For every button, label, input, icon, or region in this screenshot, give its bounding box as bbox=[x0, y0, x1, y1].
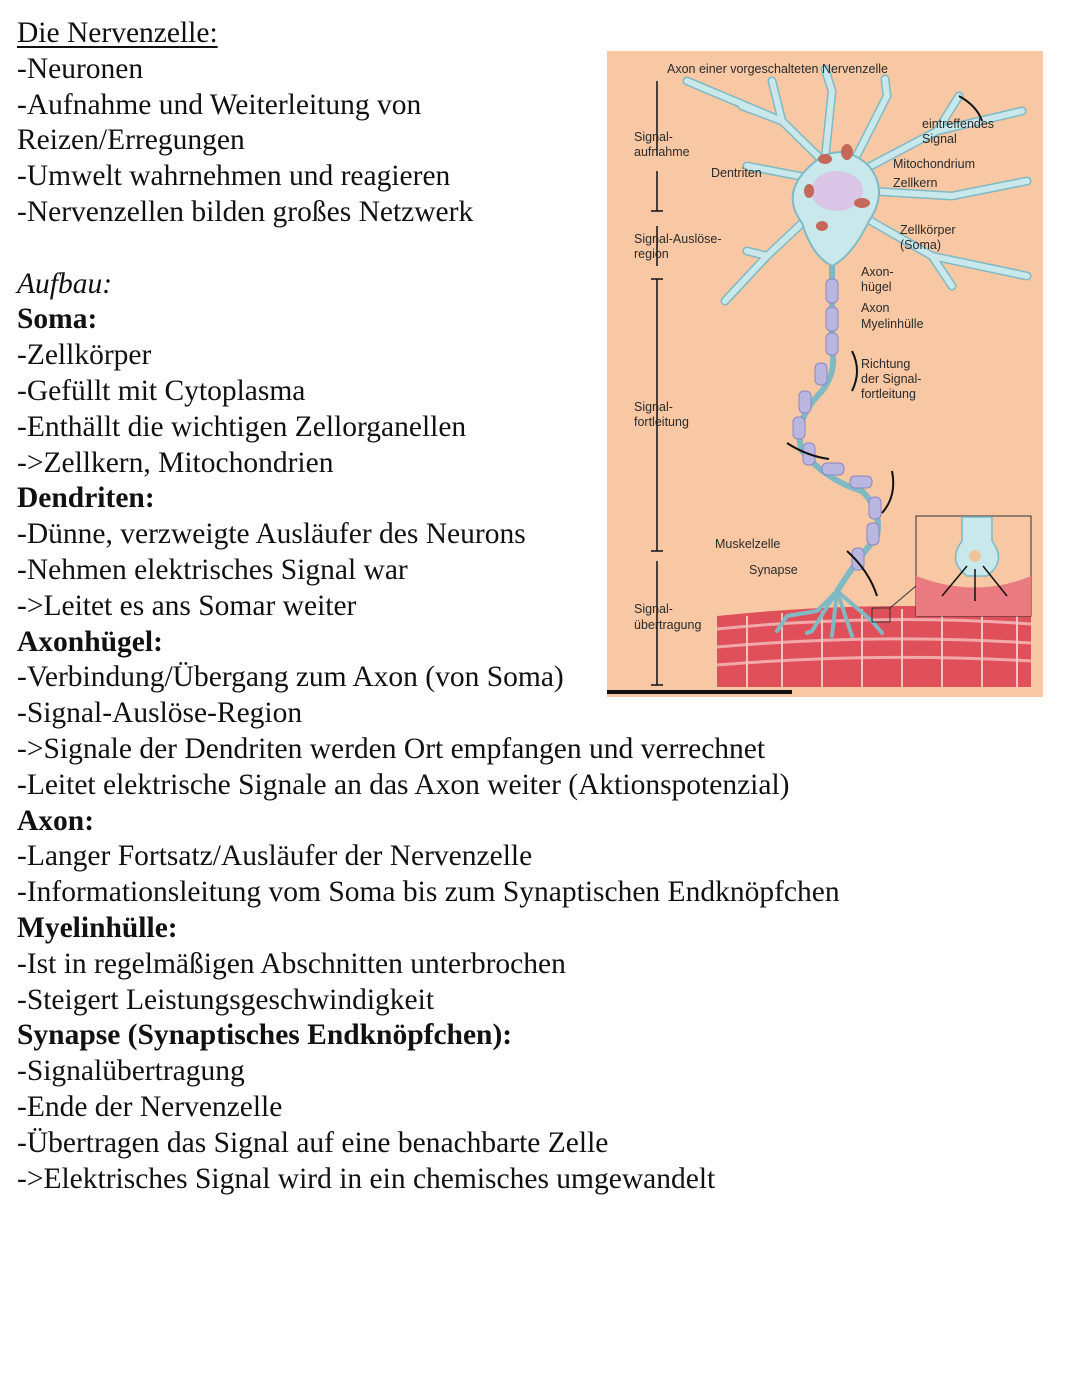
synapse-item: -Ende der Nervenzelle bbox=[17, 1090, 283, 1123]
myelinhuelle-heading: Myelinhülle: bbox=[17, 911, 178, 944]
soma-item: -Enthällt die wichtigen Zellorganellen bbox=[17, 410, 467, 443]
label-axon-upstream: Axon einer vorgeschalteten Nervenzelle bbox=[667, 62, 888, 76]
intro-line: -Umwelt wahrnehmen und reagieren bbox=[17, 160, 451, 193]
page-title: Die Nervenzelle: bbox=[17, 17, 218, 49]
intro-line: -Aufnahme und Weiterleitung von bbox=[17, 88, 422, 121]
label-muskelzelle: Muskelzelle bbox=[715, 537, 781, 551]
soma-item: -Zellkörper bbox=[17, 339, 152, 372]
label-zellkoerper-1: Zellkörper bbox=[900, 223, 956, 237]
axonhuegel-item: ->Signale der Dendriten werden Ort empfangen und verrechnet bbox=[17, 732, 766, 765]
label-mitochondrium: Mitochondrium bbox=[893, 157, 975, 171]
axonhuegel-item: -Signal-Auslöse-Region bbox=[17, 697, 303, 730]
neuron-diagram bbox=[607, 51, 1043, 697]
label-richtung-2: der Signal- bbox=[861, 372, 922, 386]
synapse-item: -Signalübertragung bbox=[17, 1055, 245, 1088]
synapse-item: ->Elektrisches Signal wird in ein chemisches umgewandelt bbox=[17, 1162, 716, 1195]
axon-item: -Langer Fortsatz/Ausläufer der Nervenzelle bbox=[17, 840, 533, 873]
label-axonhuegel-2: hügel bbox=[861, 280, 892, 294]
muscle-cell bbox=[717, 606, 1031, 687]
label-signal-aufnahme-1: Signal- bbox=[634, 130, 673, 144]
label-dentriten: Dentriten bbox=[711, 166, 762, 180]
synapse-heading: Synapse (Synaptisches Endknöpfchen): bbox=[17, 1019, 513, 1052]
axon-heading: Axon: bbox=[17, 804, 95, 837]
intro-line: -Neuronen bbox=[17, 52, 144, 85]
label-signal: Signal bbox=[922, 132, 957, 146]
label-zellkoerper-2: (Soma) bbox=[900, 238, 941, 252]
dendriten-item: -Nehmen elektrisches Signal war bbox=[17, 553, 408, 586]
label-zellkern: Zellkern bbox=[893, 176, 938, 190]
intro-line: -Nervenzellen bilden großes Netzwerk bbox=[17, 195, 474, 228]
label-richtung-3: fortleitung bbox=[861, 387, 916, 401]
axon-item: -Informationsleitung vom Soma bis zum Synaptischen Endknöpfchen bbox=[17, 876, 840, 909]
label-axonhuegel-1: Axon- bbox=[861, 265, 894, 279]
myelinhuelle-item: -Steigert Leistungsgeschwindigkeit bbox=[17, 983, 435, 1016]
label-axon: Axon bbox=[861, 301, 890, 315]
soma-heading: Soma: bbox=[17, 303, 98, 336]
label-signal-ausloese-1: Signal-Auslöse- bbox=[634, 232, 722, 246]
label-eintreffendes: eintreffendes bbox=[922, 117, 995, 131]
label-signal-fortleitung-2: fortleitung bbox=[634, 415, 689, 429]
figure-underline bbox=[607, 690, 792, 694]
label-signal-aufnahme-2: aufnahme bbox=[634, 145, 690, 159]
axonhuegel-item: -Verbindung/Übergang zum Axon (von Soma) bbox=[17, 661, 564, 694]
intro-line: Reizen/Erregungen bbox=[17, 124, 245, 157]
dendriten-heading: Dendriten: bbox=[17, 482, 155, 515]
soma-item: ->Zellkern, Mitochondrien bbox=[17, 446, 334, 479]
soma-item: -Gefüllt mit Cytoplasma bbox=[17, 374, 306, 407]
aufbau-heading: Aufbau: bbox=[17, 267, 113, 300]
label-myelinhuelle: Myelinhülle bbox=[861, 317, 924, 331]
synapse-item: -Übertragen das Signal auf eine benachbarte Zelle bbox=[17, 1126, 609, 1159]
signal-scale bbox=[651, 81, 663, 685]
label-signal-ausloese-2: region bbox=[634, 247, 669, 261]
dendriten-item: -Dünne, verzweigte Ausläufer des Neurons bbox=[17, 518, 526, 551]
axonhuegel-item: -Leitet elektrische Signale an das Axon weiter (Aktionspotenzial) bbox=[17, 768, 790, 801]
label-synapse: Synapse bbox=[749, 563, 798, 577]
label-signal-fortleitung-1: Signal- bbox=[634, 400, 673, 414]
axonhuegel-heading: Axonhügel: bbox=[17, 625, 163, 658]
label-richtung-1: Richtung bbox=[861, 357, 911, 371]
dendriten-item: ->Leitet es ans Somar weiter bbox=[17, 589, 357, 622]
label-signal-uebertragung-1: Signal- bbox=[634, 602, 673, 616]
myelinhuelle-item: -Ist in regelmäßigen Abschnitten unterbrochen bbox=[17, 947, 566, 980]
neuron-illustration bbox=[607, 51, 1043, 697]
label-signal-uebertragung-2: übertragung bbox=[634, 618, 702, 632]
